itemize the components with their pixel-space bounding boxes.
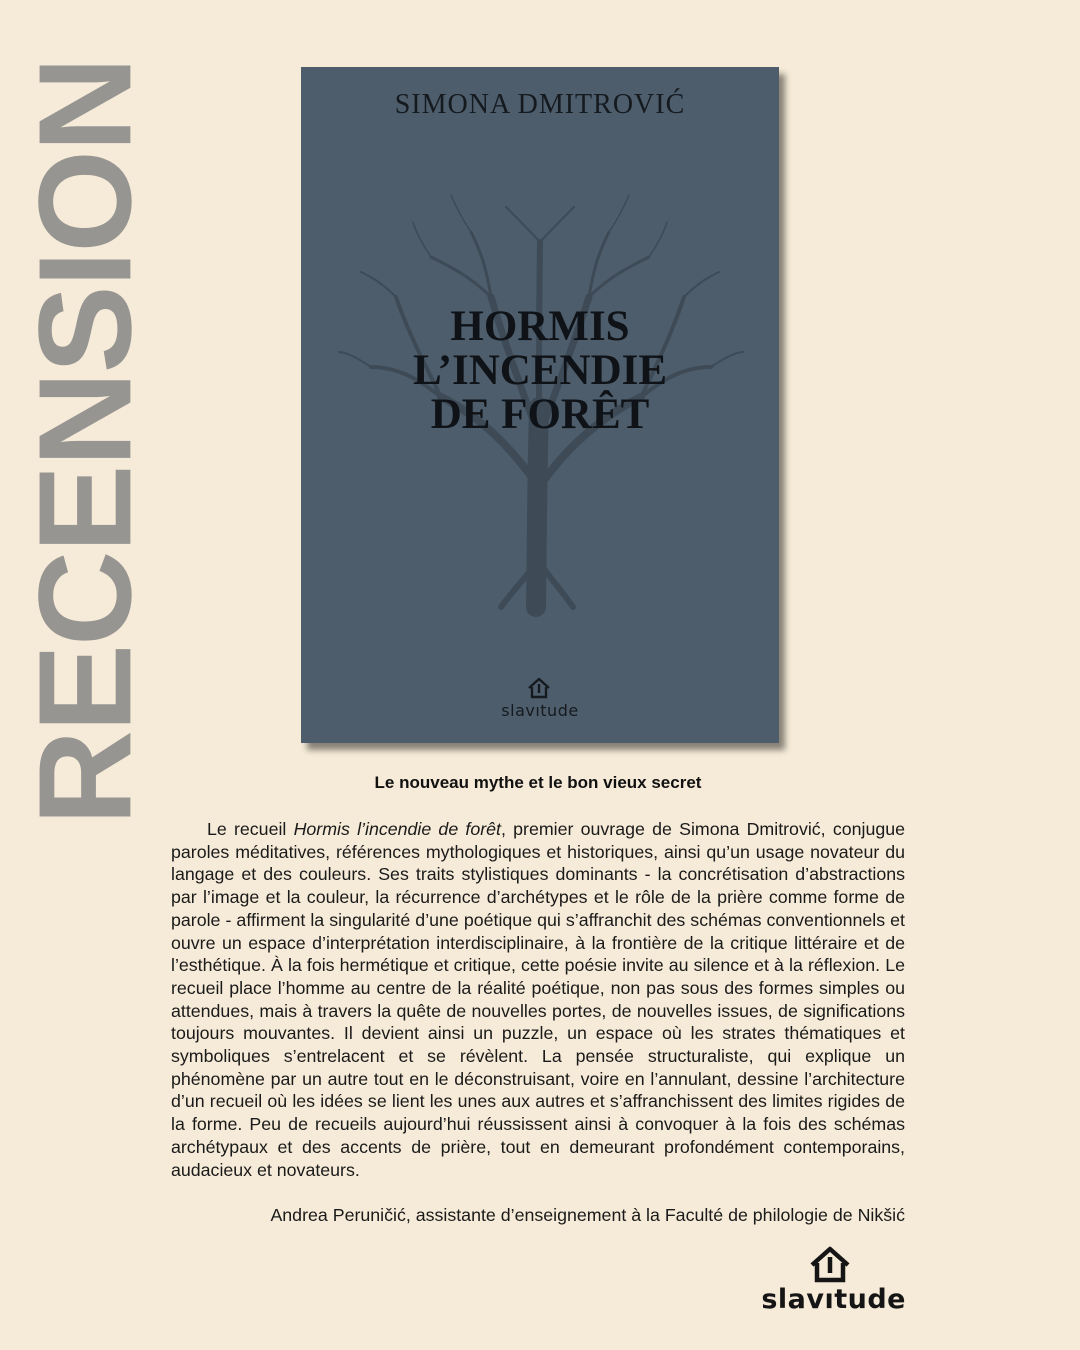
review-book-title: Hormis l’incendie de forêt — [293, 819, 502, 839]
recension-label — [11, 58, 158, 826]
cover-title — [301, 305, 779, 437]
cover-title-line: DE FORÊT — [430, 391, 650, 438]
brand-name: slavıtude — [761, 1284, 906, 1315]
recension-label-text: RECENSION — [11, 58, 158, 826]
review-body-rest: , premier ouvrage de Simona Dmitrović, conjugue paroles méditatives, références mythologiques et historiques, ainsi qu’un usage novateur du langage et des couleurs. Ses traits stylistiques dominants - la concrétisation d’abstractions par l’image et la couleur, la récurrence d’archétypes et le rôle de la prière comme forme de parole - affirment la singularité d’une poétique qui s’affranchit des schémas conventionnels et ouvre un espace d’interprétation interdisciplinaire, à la frontière de la critique littéraire et de l’esthétique. À la fois hermétique et critique, cette poésie invite au silence et à la réflexion. Le recueil place l’homme au centre de la réalité poétique, non pas sous des formes simples ou attendues, mais à travers la quête de nouvelles portes, de nouvelles issues, de significations toujours mouvantes. Il devient ainsi un puzzle, un espace où les strates thématiques et symboliques s’entrelacent et se révèlent. La pensée structuraliste, qui explique un phénomène par un autre tout en le déconstruisant, voire en l’annulant, dessine l’architecture d’un recueil où les idées se lient les unes aux autres et s’affranchissent des limites rigides de la forme. Peu de recueils aujourd’hui réussissent ainsi à convoquer à la fois des schémas archétypaux et des accents de prière, tout en demeurant profondément contemporains, audacieux et novateurs. — [171, 819, 905, 1180]
publisher-logo-icon — [526, 675, 552, 701]
cover-author: SIMONA DMITROVIĆ — [394, 89, 686, 120]
slavitude-house-icon — [808, 1244, 852, 1286]
review-signature: Andrea Peruničić, assistante d’enseignement à la Faculté de philologie de Nikšić — [270, 1205, 905, 1225]
cover-publisher: slavıtude — [501, 701, 579, 720]
cover-title-line: HORMIS — [450, 303, 630, 350]
review-body-intro: Le recueil — [207, 819, 294, 839]
cover-title-line: L’INCENDIE — [412, 347, 668, 394]
book-cover — [301, 67, 779, 743]
review-body — [171, 818, 905, 1181]
review-heading: Le nouveau mythe et le bon vieux secret — [374, 773, 702, 792]
